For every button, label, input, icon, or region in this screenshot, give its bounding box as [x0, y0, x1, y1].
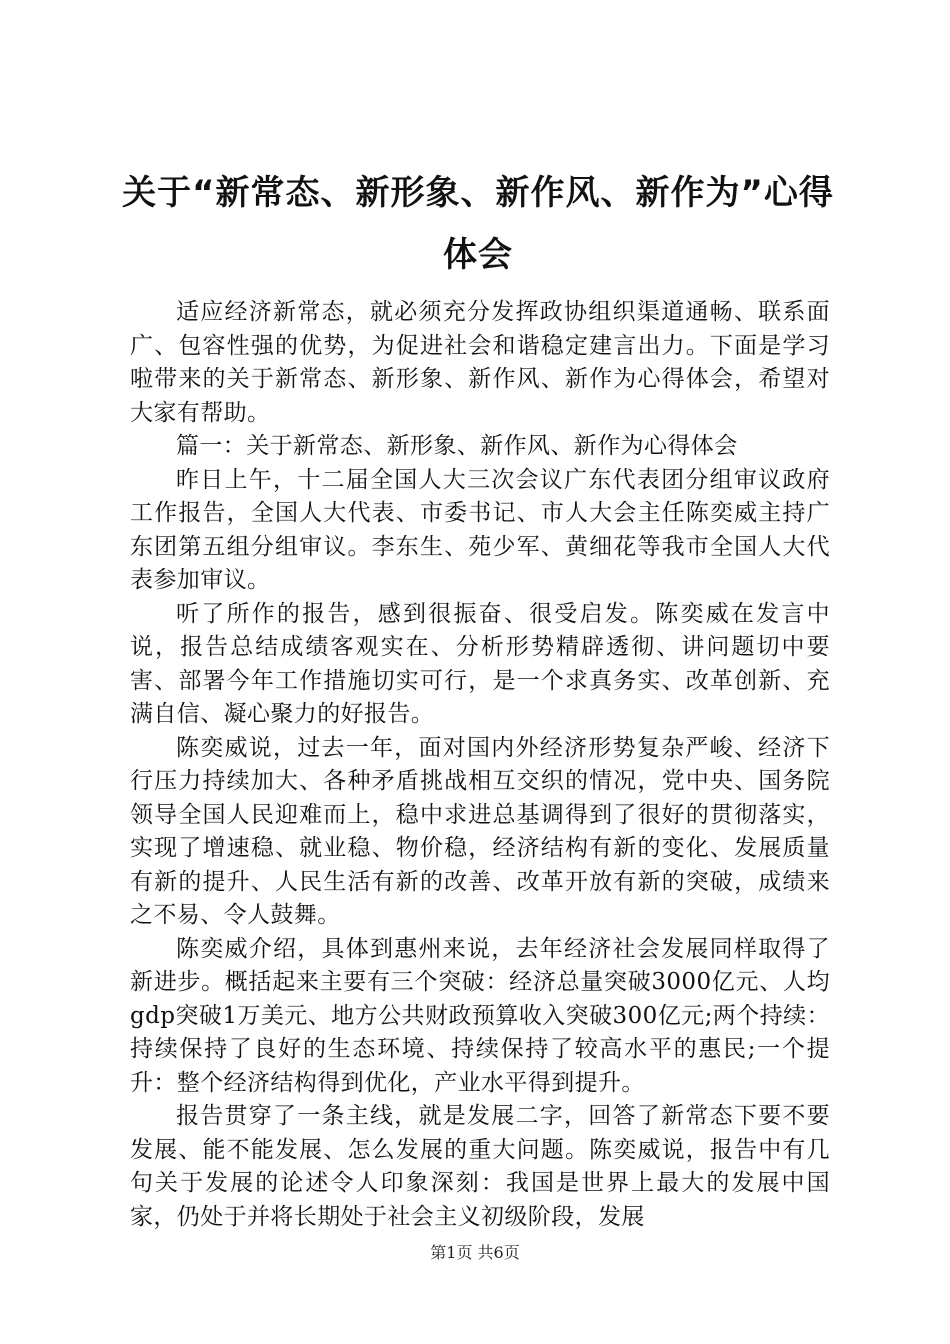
document-body: [130, 296, 830, 1234]
page-number-footer: 第1页 共6页: [430, 1243, 520, 1262]
paragraph-section-heading: 篇一：关于新常态、新形象、新作风、新作为心得体会: [176, 433, 738, 459]
paragraph: 报告贯穿了一条主线，就是发展二字，回答了新常态下要不要发展、能不能发展、怎么发展的重大问题。陈奕威说，报告中有几句关于发展的论述令人印象深刻：我国是世界上最大的发展中国家，仍处于并将长期处于社会主义初级阶段，发展: [130, 1103, 830, 1230]
paragraph: 昨日上午，十二届全国人大三次会议广东代表团分组审议政府工作报告，全国人大代表、市委书记、市人大会主任陈奕威主持广东团第五组分组审议。李东生、苑少军、黄细花等我市全国人大代表参加审议。: [130, 466, 830, 593]
paragraph: 陈奕威说，过去一年，面对国内外经济形势复杂严峻、经济下行压力持续加大、各种矛盾挑战相互交织的情况，党中央、国务院领导全国人民迎难而上，稳中求进总基调得到了很好的贯彻落实，实现了增速稳、就业稳、物价稳，经济结构有新的变化、发展质量有新的提升、人民生活有新的改善、改革开放有新的突破，成绩来之不易、令人鼓舞。: [130, 734, 830, 928]
document-title: 关于“新常态、新形象、新作风、新作为”心得体会: [122, 173, 834, 275]
paragraph-intro: 适应经济新常态，就必须充分发挥政协组织渠道通畅、联系面广、包容性强的优势，为促进社会和谐稳定建言出力。下面是学习啦带来的关于新常态、新形象、新作风、新作为心得体会，希望对大家有帮助。: [130, 299, 830, 426]
paragraph: 听了所作的报告，感到很振奋、很受启发。陈奕威在发言中说，报告总结成绩客观实在、分析形势精辟透彻、讲问题切中要害、部署今年工作措施切实可行，是一个求真务实、改革创新、充满自信、凝心聚力的好报告。: [130, 600, 830, 727]
paragraph: 陈奕威介绍，具体到惠州来说，去年经济社会发展同样取得了新进步。概括起来主要有三个突破：经济总量突破3000亿元、人均gdp突破1万美元、地方公共财政预算收入突破300亿元;两个持续：持续保持了良好的生态环境、持续保持了较高水平的惠民;一个提升：整个经济结构得到优化，产业水平得到提升。: [130, 935, 830, 1096]
